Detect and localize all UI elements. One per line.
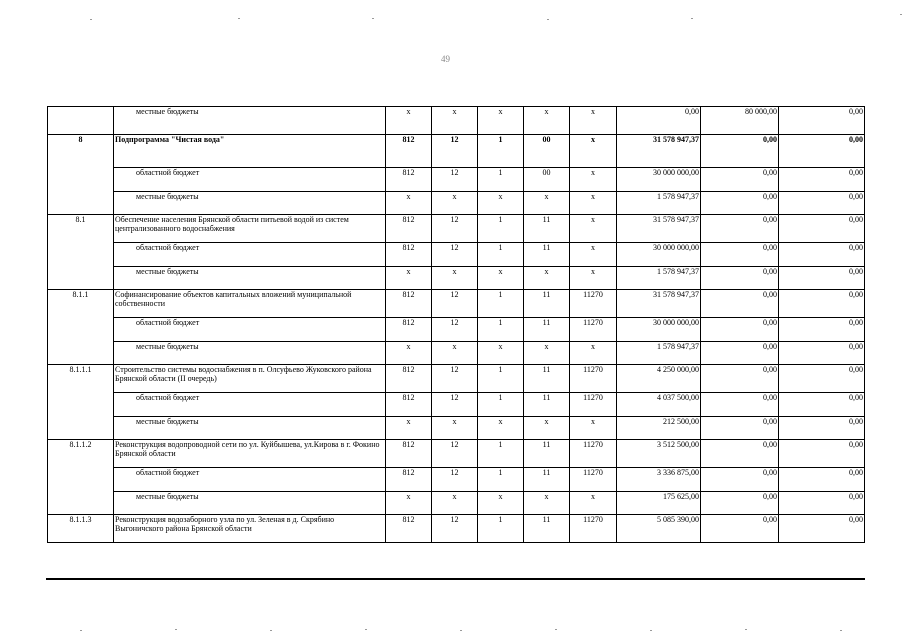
code-cell: x — [386, 267, 432, 290]
code-cell: 11 — [524, 243, 570, 267]
code-cell: 11270 — [570, 440, 617, 468]
code-cell: x — [478, 417, 524, 440]
table-row — [48, 243, 865, 267]
row-name-cell: Подпрограмма "Чистая вода" — [114, 135, 386, 168]
code-cell: x — [386, 492, 432, 515]
table-row — [48, 215, 865, 243]
code-cell: 12 — [432, 243, 478, 267]
code-cell: 12 — [432, 440, 478, 468]
amount-cell: 0,00 — [779, 393, 865, 417]
amount-cell: 0,00 — [779, 192, 865, 215]
amount-cell: 0,00 — [779, 492, 865, 515]
amount-cell: 4 037 500,00 — [617, 393, 701, 417]
table-row — [48, 440, 865, 468]
row-number-cell — [48, 417, 114, 440]
amount-cell: 5 085 390,00 — [617, 515, 701, 543]
amount-cell: 0,00 — [701, 492, 779, 515]
amount-cell: 0,00 — [701, 243, 779, 267]
code-cell: x — [432, 342, 478, 365]
amount-cell: 175 625,00 — [617, 492, 701, 515]
code-cell: 12 — [432, 135, 478, 168]
code-cell: x — [386, 192, 432, 215]
amount-cell: 3 512 500,00 — [617, 440, 701, 468]
scan-speck — [547, 19, 549, 20]
amount-cell: 4 250 000,00 — [617, 365, 701, 393]
table-row — [48, 515, 865, 543]
code-cell: 11270 — [570, 290, 617, 318]
code-cell: x — [570, 243, 617, 267]
code-cell: 11270 — [570, 365, 617, 393]
code-cell: x — [524, 107, 570, 135]
amount-cell: 3 336 875,00 — [617, 468, 701, 492]
code-cell: 11 — [524, 215, 570, 243]
code-cell: x — [478, 492, 524, 515]
code-cell: x — [432, 492, 478, 515]
scan-speck — [555, 629, 557, 630]
page-number: 49 — [441, 54, 450, 64]
row-name-cell: местные бюджеты — [114, 192, 386, 215]
code-cell: 11 — [524, 440, 570, 468]
table-row — [48, 267, 865, 290]
amount-cell: 31 578 947,37 — [617, 290, 701, 318]
scan-speck — [372, 18, 374, 19]
code-cell: x — [524, 342, 570, 365]
amount-cell: 212 500,00 — [617, 417, 701, 440]
budget-table — [47, 106, 865, 543]
code-cell: x — [570, 417, 617, 440]
code-cell: 1 — [478, 318, 524, 342]
amount-cell: 0,00 — [779, 318, 865, 342]
code-cell: 812 — [386, 135, 432, 168]
code-cell: x — [386, 417, 432, 440]
code-cell: 812 — [386, 440, 432, 468]
table-row — [48, 468, 865, 492]
code-cell: x — [432, 417, 478, 440]
row-name-cell: местные бюджеты — [114, 107, 386, 135]
code-cell: x — [570, 267, 617, 290]
amount-cell: 80 000,00 — [701, 107, 779, 135]
row-number-cell — [48, 393, 114, 417]
row-name-cell: Строительство системы водоснабжения в п. Олсуфьево Жуковского района Брянской области (II очередь) — [114, 365, 386, 393]
amount-cell: 0,00 — [701, 318, 779, 342]
row-number-cell — [48, 107, 114, 135]
code-cell: 11 — [524, 515, 570, 543]
code-cell: x — [478, 342, 524, 365]
scan-speck — [745, 629, 747, 630]
amount-cell: 1 578 947,37 — [617, 342, 701, 365]
amount-cell: 0,00 — [701, 417, 779, 440]
amount-cell: 0,00 — [779, 468, 865, 492]
row-name-cell: местные бюджеты — [114, 267, 386, 290]
row-name-cell: местные бюджеты — [114, 492, 386, 515]
row-name-cell: областной бюджет — [114, 243, 386, 267]
amount-cell: 0,00 — [779, 243, 865, 267]
scan-speck — [460, 630, 462, 631]
row-number-cell: 8.1 — [48, 215, 114, 243]
code-cell: x — [570, 492, 617, 515]
code-cell: x — [386, 107, 432, 135]
code-cell: 812 — [386, 243, 432, 267]
code-cell: 812 — [386, 515, 432, 543]
amount-cell: 30 000 000,00 — [617, 243, 701, 267]
amount-cell: 0,00 — [779, 515, 865, 543]
code-cell: 812 — [386, 168, 432, 192]
row-name-cell: областной бюджет — [114, 468, 386, 492]
row-number-cell — [48, 243, 114, 267]
code-cell: x — [432, 107, 478, 135]
scan-speck — [270, 630, 272, 631]
row-name-cell: областной бюджет — [114, 318, 386, 342]
amount-cell: 0,00 — [779, 215, 865, 243]
code-cell: 1 — [478, 365, 524, 393]
amount-cell: 0,00 — [701, 267, 779, 290]
row-number-cell: 8.1.1.3 — [48, 515, 114, 543]
table-row — [48, 318, 865, 342]
amount-cell: 0,00 — [701, 393, 779, 417]
row-name-cell: Реконструкция водопроводной сети по ул. Куйбышева, ул.Кирова в г. Фокино Брянской области — [114, 440, 386, 468]
amount-cell: 30 000 000,00 — [617, 318, 701, 342]
table-bottom-border — [46, 578, 865, 580]
table-row — [48, 417, 865, 440]
row-number-cell — [48, 468, 114, 492]
code-cell: 00 — [524, 135, 570, 168]
amount-cell: 0,00 — [779, 365, 865, 393]
code-cell: 00 — [524, 168, 570, 192]
amount-cell: 0,00 — [779, 168, 865, 192]
amount-cell: 0,00 — [701, 168, 779, 192]
scan-speck — [691, 18, 693, 19]
row-number-cell: 8.1.1 — [48, 290, 114, 318]
code-cell: 11 — [524, 393, 570, 417]
row-name-cell: местные бюджеты — [114, 417, 386, 440]
code-cell: x — [570, 107, 617, 135]
code-cell: 1 — [478, 393, 524, 417]
table-row — [48, 342, 865, 365]
code-cell: 1 — [478, 243, 524, 267]
code-cell: x — [570, 135, 617, 168]
scan-speck — [90, 19, 92, 20]
code-cell: x — [478, 107, 524, 135]
amount-cell: 0,00 — [701, 440, 779, 468]
row-name-cell: Реконструкция водозаборного узла по ул. Зеленая в д. Скрябино Выгоничского района Брянской области — [114, 515, 386, 543]
code-cell: 12 — [432, 365, 478, 393]
scan-speck — [365, 629, 367, 630]
code-cell: 11270 — [570, 468, 617, 492]
code-cell: 812 — [386, 290, 432, 318]
code-cell: 12 — [432, 318, 478, 342]
amount-cell: 0,00 — [701, 342, 779, 365]
row-number-cell: 8.1.1.2 — [48, 440, 114, 468]
amount-cell: 0,00 — [701, 290, 779, 318]
table-row — [48, 192, 865, 215]
table-row — [48, 168, 865, 192]
row-number-cell — [48, 318, 114, 342]
scan-speck — [80, 630, 82, 631]
code-cell: x — [524, 267, 570, 290]
code-cell: 812 — [386, 318, 432, 342]
scan-speck — [650, 630, 652, 631]
code-cell: 11270 — [570, 318, 617, 342]
amount-cell: 0,00 — [617, 107, 701, 135]
amount-cell: 30 000 000,00 — [617, 168, 701, 192]
amount-cell: 0,00 — [701, 215, 779, 243]
code-cell: 812 — [386, 393, 432, 417]
amount-cell: 1 578 947,37 — [617, 267, 701, 290]
amount-cell: 0,00 — [701, 365, 779, 393]
scan-speck — [175, 629, 177, 630]
code-cell: 11 — [524, 468, 570, 492]
row-number-cell: 8.1.1.1 — [48, 365, 114, 393]
row-number-cell: 8 — [48, 135, 114, 168]
row-name-cell: Обеспечение населения Брянской области питьевой водой из систем централизованного водоснабжения — [114, 215, 386, 243]
amount-cell: 0,00 — [779, 290, 865, 318]
table-row — [48, 135, 865, 168]
code-cell: x — [478, 192, 524, 215]
code-cell: x — [524, 192, 570, 215]
amount-cell: 0,00 — [779, 417, 865, 440]
code-cell: x — [386, 342, 432, 365]
amount-cell: 0,00 — [701, 135, 779, 168]
amount-cell: 0,00 — [779, 342, 865, 365]
row-name-cell: областной бюджет — [114, 168, 386, 192]
code-cell: x — [570, 192, 617, 215]
code-cell: x — [570, 168, 617, 192]
scan-speck — [900, 14, 902, 15]
amount-cell: 0,00 — [779, 267, 865, 290]
amount-cell: 0,00 — [701, 192, 779, 215]
code-cell: 12 — [432, 393, 478, 417]
code-cell: 12 — [432, 168, 478, 192]
row-number-cell — [48, 267, 114, 290]
row-number-cell — [48, 342, 114, 365]
code-cell: 11270 — [570, 515, 617, 543]
code-cell: x — [478, 267, 524, 290]
table-row — [48, 290, 865, 318]
row-name-cell: областной бюджет — [114, 393, 386, 417]
code-cell: 12 — [432, 290, 478, 318]
code-cell: 812 — [386, 215, 432, 243]
row-number-cell — [48, 168, 114, 192]
amount-cell: 0,00 — [779, 135, 865, 168]
row-number-cell — [48, 492, 114, 515]
table-row — [48, 393, 865, 417]
code-cell: x — [570, 215, 617, 243]
amount-cell: 0,00 — [701, 468, 779, 492]
code-cell: 812 — [386, 365, 432, 393]
row-number-cell — [48, 192, 114, 215]
amount-cell: 0,00 — [779, 107, 865, 135]
code-cell: 1 — [478, 440, 524, 468]
amount-cell: 1 578 947,37 — [617, 192, 701, 215]
amount-cell: 0,00 — [779, 440, 865, 468]
code-cell: 1 — [478, 168, 524, 192]
code-cell: 1 — [478, 468, 524, 492]
code-cell: 11 — [524, 290, 570, 318]
code-cell: x — [524, 492, 570, 515]
code-cell: 12 — [432, 515, 478, 543]
scan-speck — [238, 18, 240, 19]
code-cell: x — [432, 192, 478, 215]
code-cell: 12 — [432, 468, 478, 492]
code-cell: 11270 — [570, 393, 617, 417]
scan-speck — [840, 630, 842, 631]
table-row — [48, 365, 865, 393]
table-row — [48, 107, 865, 135]
table-row — [48, 492, 865, 515]
code-cell: 12 — [432, 215, 478, 243]
code-cell: x — [524, 417, 570, 440]
code-cell: 1 — [478, 135, 524, 168]
amount-cell: 31 578 947,37 — [617, 135, 701, 168]
code-cell: 1 — [478, 290, 524, 318]
code-cell: 11 — [524, 365, 570, 393]
amount-cell: 0,00 — [701, 515, 779, 543]
row-name-cell: местные бюджеты — [114, 342, 386, 365]
code-cell: 812 — [386, 468, 432, 492]
code-cell: x — [432, 267, 478, 290]
code-cell: 1 — [478, 515, 524, 543]
code-cell: 11 — [524, 318, 570, 342]
code-cell: 1 — [478, 215, 524, 243]
code-cell: x — [570, 342, 617, 365]
amount-cell: 31 578 947,37 — [617, 215, 701, 243]
row-name-cell: Софинансирование объектов капитальных вложений муниципальной собственности — [114, 290, 386, 318]
